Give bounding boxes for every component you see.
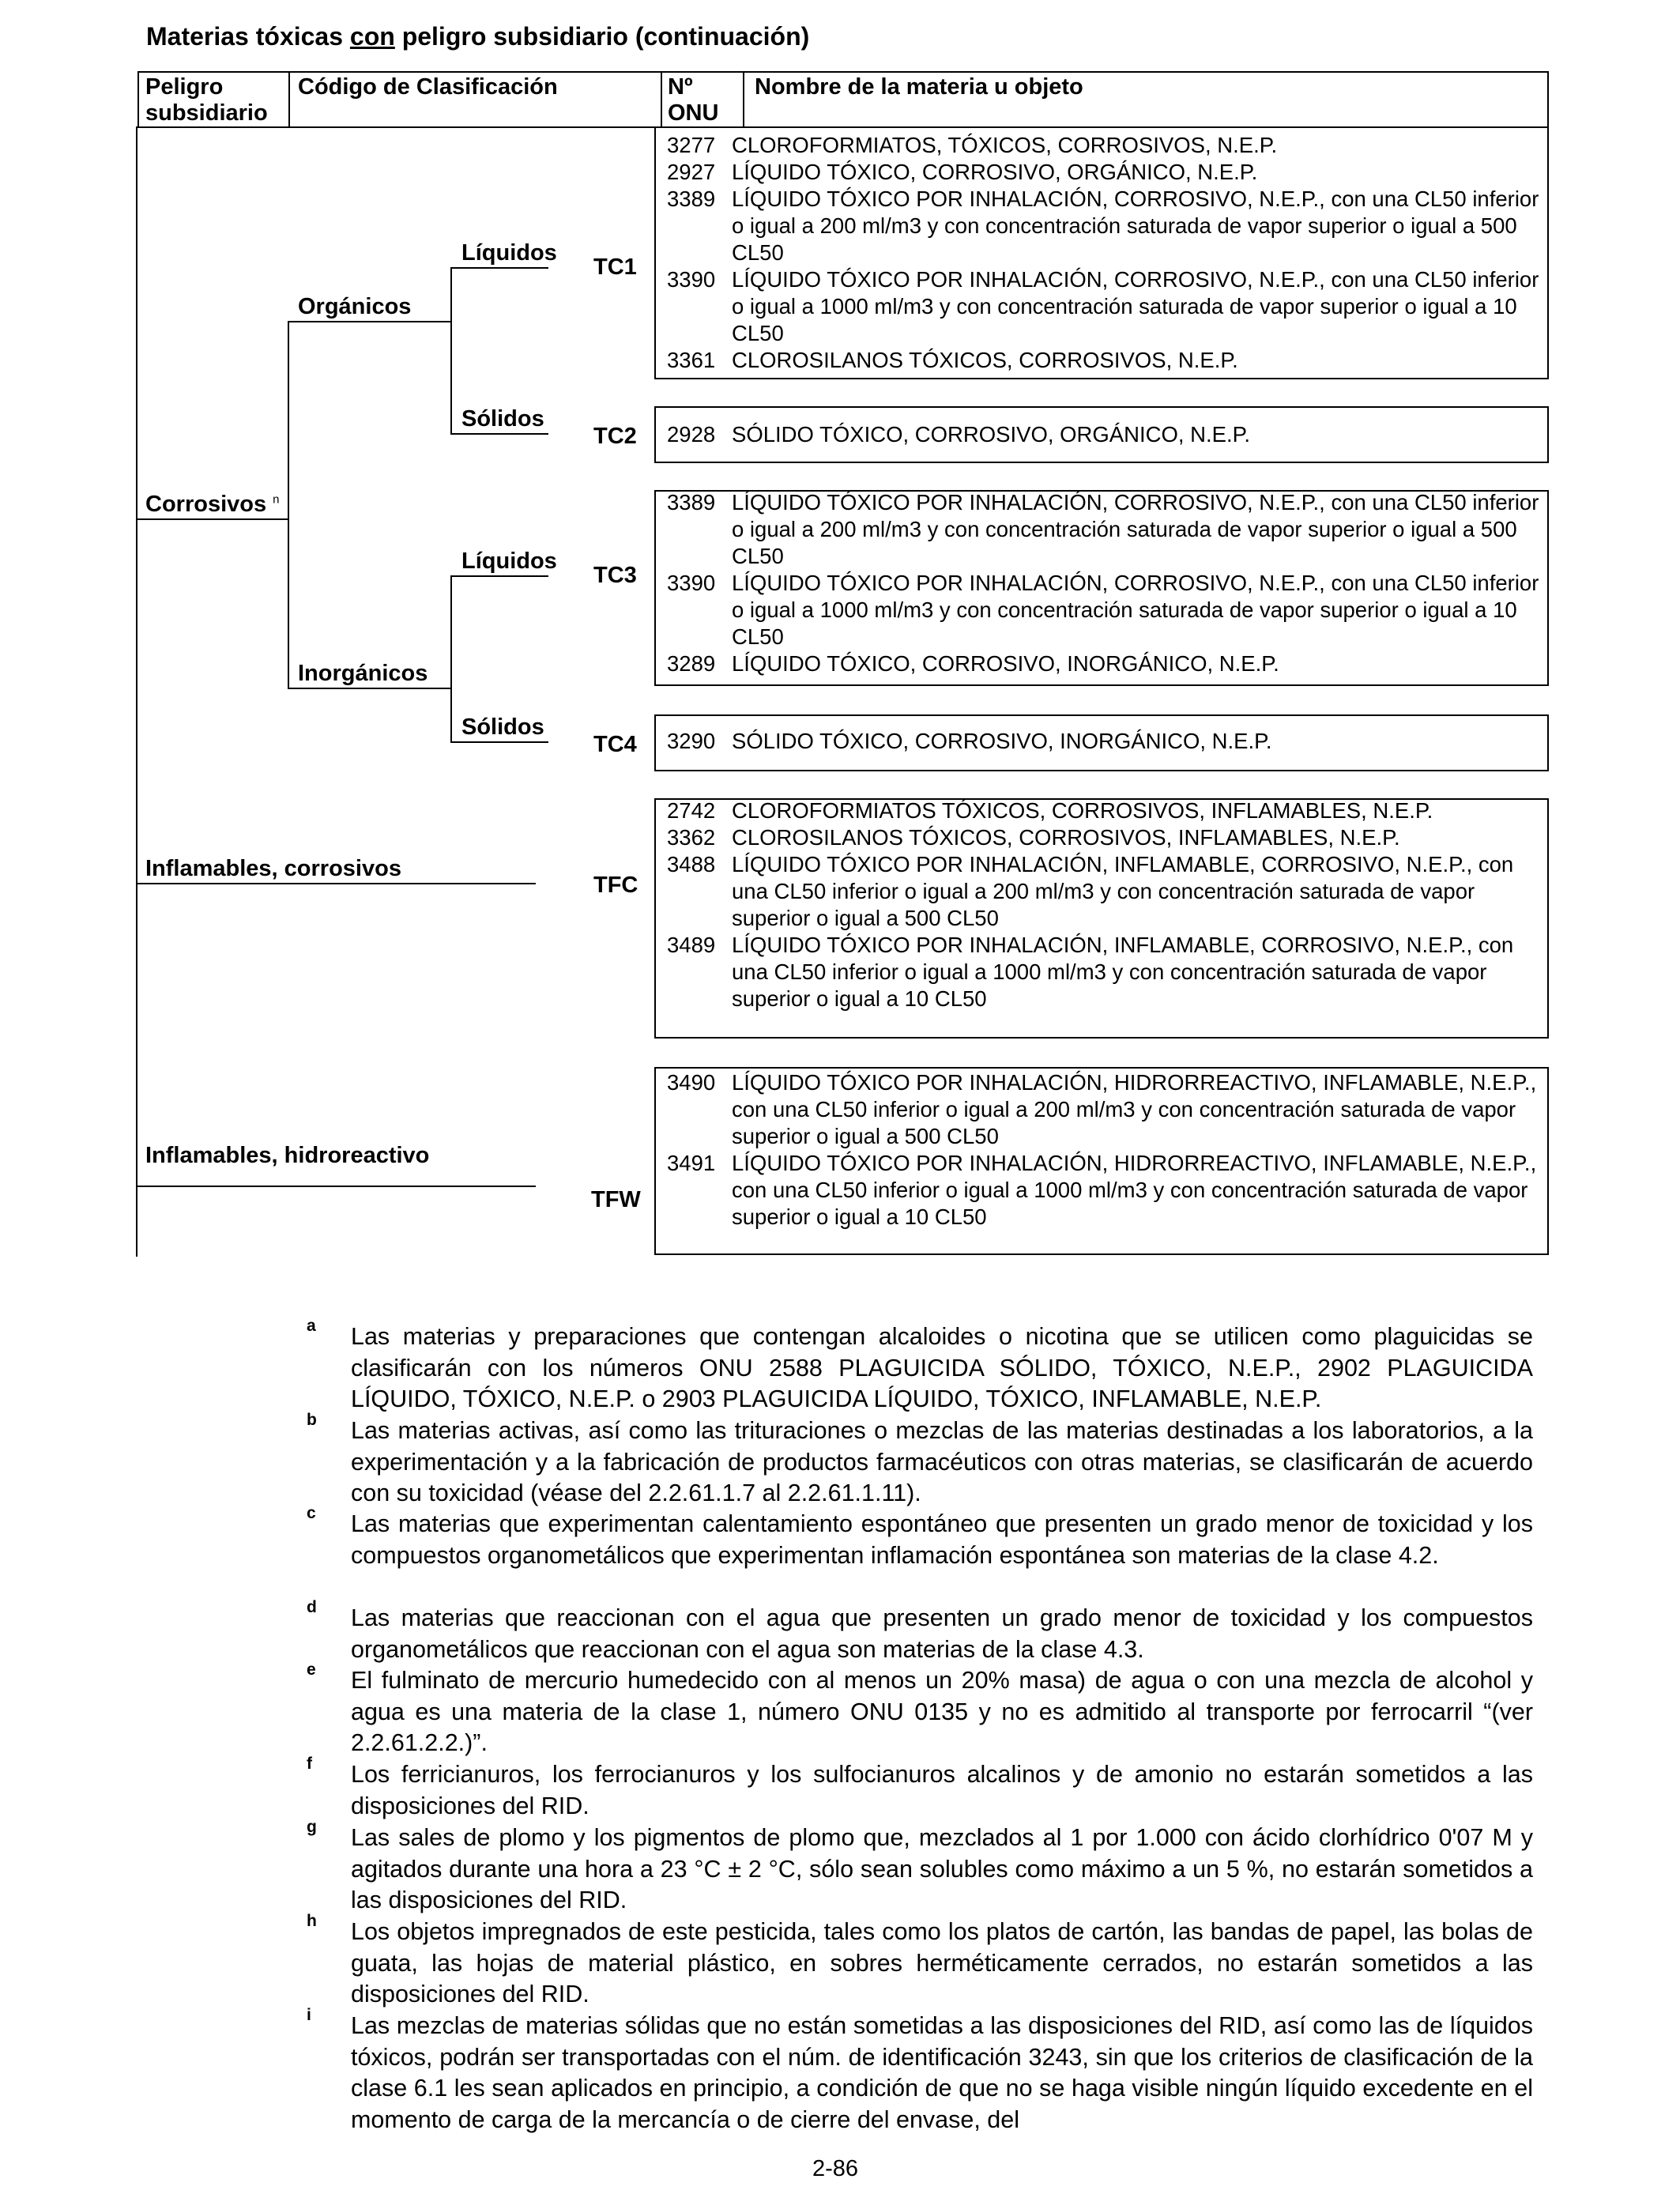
footnote-mark: b xyxy=(307,1411,317,1429)
footnote-mark: f xyxy=(307,1755,312,1773)
footnote xyxy=(307,1504,1533,1571)
substance-name: LÍQUIDO TÓXICO, CORROSIVO, ORGÁNICO, N.E.P. xyxy=(732,160,1258,184)
un-number: 3389 xyxy=(667,490,716,515)
label-solidos-organicos: Sólidos xyxy=(461,406,544,432)
entry-row xyxy=(667,650,1546,677)
footnote-mark: d xyxy=(307,1598,317,1616)
substance-name: CLOROSILANOS TÓXICOS, CORROSIVOS, N.E.P. xyxy=(732,348,1238,372)
substance-name: LÍQUIDO TÓXICO, CORROSIVO, INORGÁNICO, N.E.P. xyxy=(732,651,1279,676)
page-title: Materias tóxicas con peligro subsidiario (continuación) xyxy=(146,22,810,51)
entries-tc2 xyxy=(667,421,1546,448)
header-peligro-subsidiario: Peligro subsidiario xyxy=(145,74,268,126)
footnote-text: Las mezclas de materias sólidas que no están sometidas a las disposiciones del RID, así como las de líquidos tóxicos, podrán ser transportadas con el núm. de identificación 3243, sin que los criterios de clasificación de la clase 6.1 les sean aplicados en principio, a condición de que no se haga visible ningún líquido excedente en el momento de carga de la mercancía o de cierre del envase, del xyxy=(351,2012,1533,2133)
entry-row xyxy=(667,932,1546,1012)
entry-row xyxy=(667,728,1546,755)
entry-row xyxy=(667,421,1546,448)
entry-row xyxy=(667,1150,1546,1231)
entry-row xyxy=(667,1069,1546,1150)
entry-row xyxy=(667,186,1546,266)
entries-tc3 xyxy=(667,489,1546,677)
footnote xyxy=(307,1411,1533,1510)
footnote-mark: g xyxy=(307,1818,317,1836)
footnote-text: Los objetos impregnados de este pesticida, tales como los platos de cartón, las bandas de papel, las bolas de guata, las hojas de material plástico, en sobres herméticamente cerrados, no estarán sometidos a las disposiciones del RID. xyxy=(351,1918,1533,2008)
label-inflamables-corrosivos: Inflamables, corrosivos xyxy=(145,856,401,881)
un-number: 3489 xyxy=(667,933,716,957)
un-number: 3362 xyxy=(667,825,716,850)
footnote-text: Las materias activas, así como las trituraciones o mezclas de las materias destinadas a los laboratorios, a la experimentación y a la fabricación de productos farmacéuticos con otras materias, se clasificarán de acuerdo con su toxicidad (véase del 2.2.61.1.7 al 2.2.61.1.11). xyxy=(351,1417,1533,1507)
footnote-text: Las sales de plomo y los pigmentos de plomo que, mezclados al 1 por 1.000 con ácido clorhídrico 0'07 M y agitados durante una hora a 23 °C ± 2 °C, sólo sean solubles como máximo a un 5 %, no estarán sometidos a las disposiciones del RID. xyxy=(351,1824,1533,1914)
entry-row xyxy=(667,132,1546,159)
label-inflamables-hidroreactivo: Inflamables, hidroreactivo xyxy=(145,1143,430,1168)
un-number: 3290 xyxy=(667,729,716,753)
entries-tfc xyxy=(667,797,1546,1012)
footnote-text: Las materias y preparaciones que contengan alcaloides o nicotina que se utilicen como plaguicidas se clasificarán con los números ONU 2588 PLAGUICIDA SÓLIDO, TÓXICO, N.E.P., 2902 PLAGUICIDA LÍQUIDO, TÓXICO, N.E.P. o 2903 PLAGUICIDA LÍQUIDO, TÓXICO, INFLAMABLE, N.E.P. xyxy=(351,1323,1533,1413)
substance-name: CLOROFORMIATOS TÓXICOS, CORROSIVOS, INFLAMABLES, N.E.P. xyxy=(732,798,1433,823)
code-tfc: TFC xyxy=(593,873,638,898)
page-number: 2-86 xyxy=(812,2156,859,2181)
substance-name: LÍQUIDO TÓXICO POR INHALACIÓN, INFLAMABLE, CORROSIVO, N.E.P., con una CL50 inferior o igual a 1000 ml/m3 y con concentración saturada de vapor superior o igual a 10 CL50 xyxy=(732,933,1514,1011)
label-liquidos-inorganicos: Líquidos xyxy=(461,548,557,574)
substance-name: LÍQUIDO TÓXICO POR INHALACIÓN, CORROSIVO, N.E.P., con una CL50 inferior o igual a 200 ml/m3 y con concentración saturada de vapor superior o igual a 500 CL50 xyxy=(732,187,1539,265)
footnote xyxy=(307,1317,1533,1416)
substance-name: LÍQUIDO TÓXICO POR INHALACIÓN, HIDRORREACTIVO, INFLAMABLE, N.E.P., con una CL50 inferior o igual a 1000 ml/m3 y con concentración saturada de vapor superior o igual a 10 CL50 xyxy=(732,1151,1537,1229)
code-tc3: TC3 xyxy=(593,563,637,588)
header-codigo-clasificacion: Código de Clasificación xyxy=(298,74,558,100)
substance-name: LÍQUIDO TÓXICO POR INHALACIÓN, HIDRORREACTIVO, INFLAMABLE, N.E.P., con una CL50 inferior o igual a 200 ml/m3 y con concentración saturada de vapor superior o igual a 500 CL50 xyxy=(732,1070,1537,1148)
footnote xyxy=(307,1755,1533,1822)
label-solidos-inorganicos: Sólidos xyxy=(461,714,544,740)
header-nombre-materia: Nombre de la materia u objeto xyxy=(755,74,1083,100)
entry-row xyxy=(667,570,1546,650)
un-number: 2742 xyxy=(667,798,716,823)
code-tc2: TC2 xyxy=(593,424,637,449)
code-tc4: TC4 xyxy=(593,732,637,757)
un-number: 3277 xyxy=(667,133,716,157)
footnote xyxy=(307,1818,1533,1917)
label-organicos: Orgánicos xyxy=(298,294,412,319)
footnote xyxy=(307,2006,1533,2136)
header-numero-onu: Nº ONU xyxy=(668,74,719,126)
substance-name: LÍQUIDO TÓXICO POR INHALACIÓN, CORROSIVO, N.E.P., con una CL50 inferior o igual a 1000 ml/m3 y con concentración saturada de vapor superior o igual a 10 CL50 xyxy=(732,267,1539,345)
un-number: 3490 xyxy=(667,1070,716,1095)
entry-row xyxy=(667,489,1546,570)
entry-row xyxy=(667,159,1546,186)
un-number: 2928 xyxy=(667,422,716,447)
substance-name: SÓLIDO TÓXICO, CORROSIVO, ORGÁNICO, N.E.P. xyxy=(732,422,1251,447)
substance-name: LÍQUIDO TÓXICO POR INHALACIÓN, CORROSIVO, N.E.P., con una CL50 inferior o igual a 200 ml/m3 y con concentración saturada de vapor superior o igual a 500 CL50 xyxy=(732,490,1539,568)
label-corrosivos: Corrosivos $^n$ xyxy=(145,492,280,517)
entry-row xyxy=(667,797,1546,824)
entries-tc1 xyxy=(667,132,1546,374)
entries-tfw xyxy=(667,1069,1546,1231)
un-number: 3390 xyxy=(667,571,716,595)
substance-name: CLOROFORMIATOS, TÓXICOS, CORROSIVOS, N.E.P. xyxy=(732,133,1278,157)
substance-name: LÍQUIDO TÓXICO POR INHALACIÓN, INFLAMABLE, CORROSIVO, N.E.P., con una CL50 inferior o igual a 200 ml/m3 y con concentración saturada de vapor superior o igual a 500 CL50 xyxy=(732,852,1514,930)
footnote xyxy=(307,1661,1533,1759)
footnote-text: Las materias que experimentan calentamiento espontáneo que presenten un grado menor de toxicidad y los compuestos organometálicos que experimentan inflamación espontánea son materias de la clase 4.2. xyxy=(351,1510,1533,1569)
un-number: 2927 xyxy=(667,160,716,184)
entry-row xyxy=(667,266,1546,347)
footnote-text: Las materias que reaccionan con el agua que presenten un grado menor de toxicidad y los compuestos organometálicos que reaccionan con el agua son materias de la clase 4.3. xyxy=(351,1604,1533,1663)
footnote-text: Los ferricianuros, los ferrocianuros y los sulfocianuros alcalinos y de amonio no estarán sometidos a las disposiciones del RID. xyxy=(351,1761,1533,1819)
footnote-mark: c xyxy=(307,1504,316,1522)
un-number: 3361 xyxy=(667,348,716,372)
substance-name: SÓLIDO TÓXICO, CORROSIVO, INORGÁNICO, N.E.P. xyxy=(732,729,1272,753)
entry-row xyxy=(667,347,1546,374)
code-tc1: TC1 xyxy=(593,254,637,280)
label-inorganicos: Inorgánicos xyxy=(298,661,428,686)
un-number: 3491 xyxy=(667,1151,716,1175)
substance-name: CLOROSILANOS TÓXICOS, CORROSIVOS, INFLAMABLES, N.E.P. xyxy=(732,825,1400,850)
footnote-mark: e xyxy=(307,1661,316,1679)
footnote-text: El fulminato de mercurio humedecido con al menos un 20% masa) de agua o con una mezcla de alcohol y agua es una materia de la clase 1, número ONU 0135 y no es admitido al transporte por ferrocarril “(ver 2.2.61.2.2.)”. xyxy=(351,1667,1533,1757)
footnote-mark: a xyxy=(307,1317,316,1335)
code-tfw: TFW xyxy=(591,1187,641,1212)
label-liquidos-organicos: Líquidos xyxy=(461,240,557,266)
entry-row xyxy=(667,824,1546,851)
footnote xyxy=(307,1598,1533,1665)
footnote xyxy=(307,1912,1533,2011)
footnote-mark: i xyxy=(307,2006,311,2024)
entry-row xyxy=(667,851,1546,932)
un-number: 3389 xyxy=(667,187,716,211)
entries-tc4 xyxy=(667,728,1546,755)
footnote-mark: h xyxy=(307,1912,317,1930)
un-number: 3390 xyxy=(667,267,716,292)
substance-name: LÍQUIDO TÓXICO POR INHALACIÓN, CORROSIVO, N.E.P., con una CL50 inferior o igual a 1000 ml/m3 y con concentración saturada de vapor superior o igual a 10 CL50 xyxy=(732,571,1539,649)
un-number: 3289 xyxy=(667,651,716,676)
un-number: 3488 xyxy=(667,852,716,876)
